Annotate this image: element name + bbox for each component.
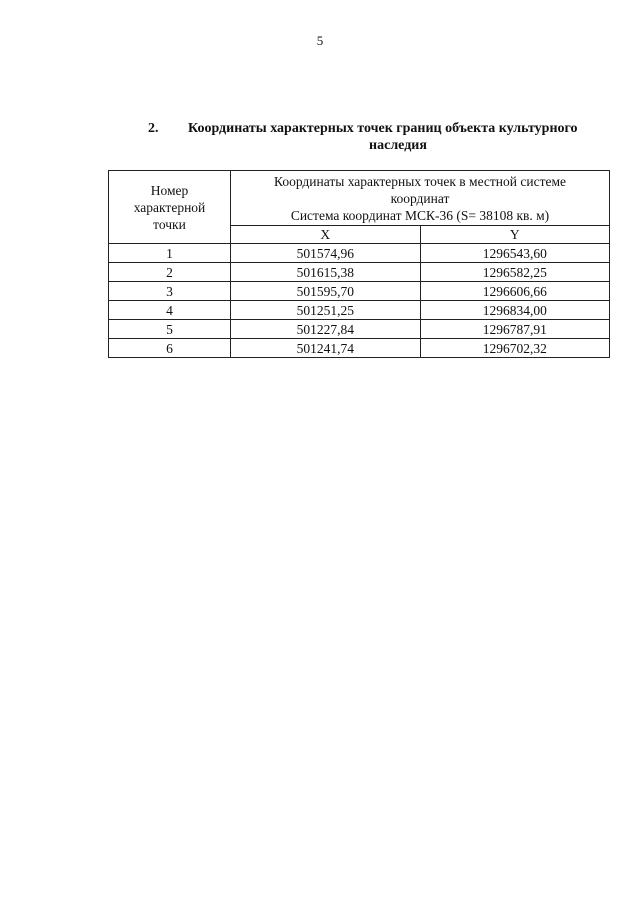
- y-coordinate-cell: 1296787,91: [420, 320, 610, 339]
- coordinate-system-header-line: координат: [390, 191, 450, 206]
- point-number-cell: 2: [109, 263, 231, 282]
- point-number-cell: 5: [109, 320, 231, 339]
- section-title-line-1: Координаты характерных точек границ объекта культурного: [188, 121, 578, 136]
- coordinates-table: [108, 170, 610, 358]
- y-coordinate-cell: 1296702,32: [420, 339, 610, 358]
- point-number-cell: 1: [109, 244, 231, 263]
- table-header-row: [109, 171, 610, 226]
- table-row: [109, 263, 610, 282]
- x-coordinate-cell: 501241,74: [231, 339, 421, 358]
- point-number-cell: 3: [109, 282, 231, 301]
- table-row: [109, 301, 610, 320]
- x-coordinate-cell: 501595,70: [231, 282, 421, 301]
- y-coordinate-cell: 1296582,25: [420, 263, 610, 282]
- x-coordinate-cell: 501615,38: [231, 263, 421, 282]
- y-column-header: Y: [420, 226, 610, 244]
- table-row: [109, 320, 610, 339]
- coordinate-system-header-line: Система координат МСК-36 (S= 38108 кв. м): [290, 208, 550, 223]
- point-number-header-line: характерной: [133, 199, 206, 215]
- section-number: 2.: [148, 121, 159, 136]
- y-coordinate-cell: 1296606,66: [420, 282, 610, 301]
- table-row: [109, 282, 610, 301]
- point-number-cell: 4: [109, 301, 231, 320]
- point-number-header: [109, 171, 231, 244]
- y-coordinate-cell: 1296543,60: [420, 244, 610, 263]
- x-column-header: X: [231, 226, 421, 244]
- x-coordinate-cell: 501574,96: [231, 244, 421, 263]
- page-number: 5: [316, 33, 324, 48]
- x-coordinate-cell: 501227,84: [231, 320, 421, 339]
- table-row: [109, 244, 610, 263]
- table-row: [109, 339, 610, 358]
- x-coordinate-cell: 501251,25: [231, 301, 421, 320]
- point-number-cell: 6: [109, 339, 231, 358]
- y-coordinate-cell: 1296834,00: [420, 301, 610, 320]
- point-number-header-line: Номер: [150, 182, 189, 198]
- point-number-header-line: точки: [153, 216, 186, 232]
- section-title-line-2: наследия: [369, 138, 427, 153]
- coordinate-system-header: [231, 171, 610, 226]
- coordinate-system-header-line: Координаты характерных точек в местной системе: [273, 174, 567, 189]
